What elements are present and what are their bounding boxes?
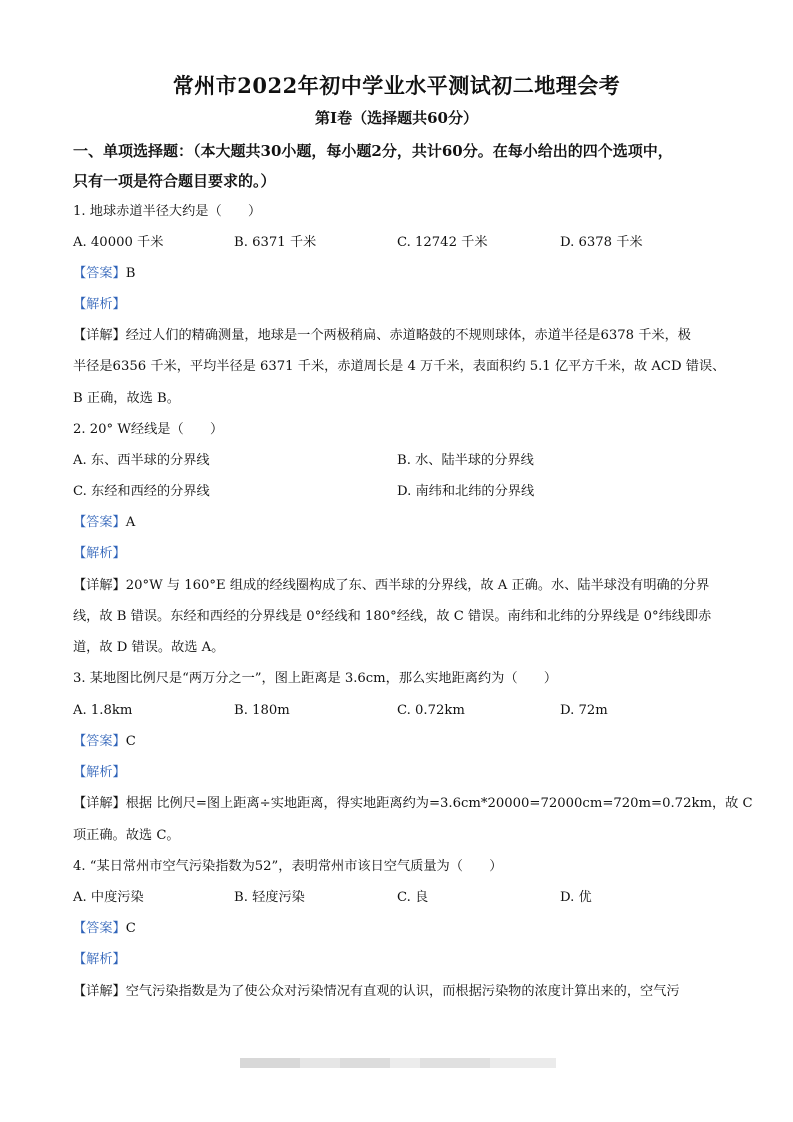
q1-analysis-tag: 【解析】: [73, 297, 126, 312]
q3-detail-1: [73, 794, 753, 814]
q2-answer: A: [125, 515, 136, 530]
q4-detail-1: [73, 982, 723, 1002]
q3-answer-row: [73, 732, 723, 752]
q3-answer: C: [125, 734, 136, 749]
q1-detail-3: B 正确，故选 B。: [73, 391, 180, 406]
blurred-watermark: [240, 1054, 556, 1072]
section-heading-line-1: 一、单项选择题：（本大题共30小题，每小题2分，共计60分。在每小给出的四个选项中，: [73, 142, 673, 160]
q1-option-c: C. 12742 千米: [397, 235, 488, 250]
q2-detail-1: [73, 576, 723, 596]
q4-stem: 4. “某日常州市空气污染指数为52”，表明常州市该日空气质量为（ ）: [73, 859, 503, 874]
page-subtitle: 第Ⅰ卷（选择题共60分）: [315, 109, 478, 127]
q2-option-a: A. 东、西半球的分界线: [73, 453, 210, 468]
q3-option-b: B. 180m: [234, 703, 290, 718]
q2-detail-text-1: 20°W 与 160°E 组成的经线圈构成了东、西半球的分界线，故 A 正确。水、陆半球没有明确的分界: [125, 578, 710, 593]
q1-detail-text-1: 经过人们的精确测量，地球是一个两极稍扁、赤道略鼓的不规则球体，赤道半径是6378 千米，极: [125, 328, 691, 343]
q1-detail-2: 半径是6356 千米，平均半径是 6371 千米，赤道周长是 4 万千米，表面积约 5.1 亿平方千米，故 ACD 错误、: [73, 359, 726, 374]
q2-option-b: B. 水、陆半球的分界线: [397, 453, 534, 468]
q1-option-a: A. 40000 千米: [73, 235, 164, 250]
detail-tag: 【详解】: [73, 578, 126, 593]
detail-tag: 【详解】: [73, 796, 126, 811]
q4-analysis-tag: 【解析】: [73, 952, 126, 967]
q2-stem: 2. 20° W经线是（ ）: [73, 422, 224, 437]
answer-tag: 【答案】: [73, 921, 126, 936]
q2-analysis-tag: 【解析】: [73, 546, 126, 561]
q1-answer-row: [73, 264, 723, 284]
q3-stem: 3. 某地图比例尺是“两万分之一”，图上距离是 3.6cm，那么实地距离约为（ ）: [73, 671, 558, 686]
page-title: 常州市2022年初中学业水平测试初二地理会考: [172, 73, 621, 98]
q4-detail-text-1: 空气污染指数是为了使公众对污染情况有直观的认识，而根据污染物的浓度计算出来的，空气污: [125, 984, 680, 999]
q3-option-a: A. 1.8km: [73, 703, 133, 718]
q3-detail-2: 项正确。故选 C。: [73, 828, 180, 843]
q3-option-d: D. 72m: [560, 703, 608, 718]
q3-option-c: C. 0.72km: [397, 703, 465, 718]
q1-answer: B: [125, 266, 136, 281]
q2-option-d: D. 南纬和北纬的分界线: [397, 484, 535, 499]
q1-option-d: D. 6378 千米: [560, 235, 643, 250]
answer-tag: 【答案】: [73, 515, 126, 530]
answer-tag: 【答案】: [73, 734, 126, 749]
q1-option-b: B. 6371 千米: [234, 235, 317, 250]
q4-option-b: B. 轻度污染: [234, 890, 305, 905]
q4-option-a: A. 中度污染: [73, 890, 144, 905]
detail-tag: 【详解】: [73, 328, 126, 343]
detail-tag: 【详解】: [73, 984, 126, 999]
section-heading-line-2: 只有一项是符合题目要求的。）: [73, 172, 276, 190]
q4-option-c: C. 良: [397, 890, 429, 905]
q3-analysis-tag: 【解析】: [73, 765, 126, 780]
q4-answer-row: [73, 919, 723, 939]
q2-answer-row: [73, 513, 723, 533]
q2-detail-3: 道，故 D 错误。故选 A。: [73, 640, 225, 655]
answer-tag: 【答案】: [73, 266, 126, 281]
q4-answer: C: [125, 921, 136, 936]
q4-option-d: D. 优: [560, 890, 592, 905]
q2-option-c: C. 东经和西经的分界线: [73, 484, 210, 499]
q2-detail-2: 线，故 B 错误。东经和西经的分界线是 0°经线和 180°经线，故 C 错误。南纬和北纬的分界线是 0°纬线即赤: [73, 609, 712, 624]
q1-stem: 1. 地球赤道半径大约是（ ）: [73, 204, 262, 219]
q3-detail-text-1: 根据 比例尺=图上距离÷实地距离，得实地距离约为=3.6cm*20000=72000cm=720m=0.72km，故 C: [125, 796, 753, 811]
q1-detail-1: [73, 326, 723, 346]
